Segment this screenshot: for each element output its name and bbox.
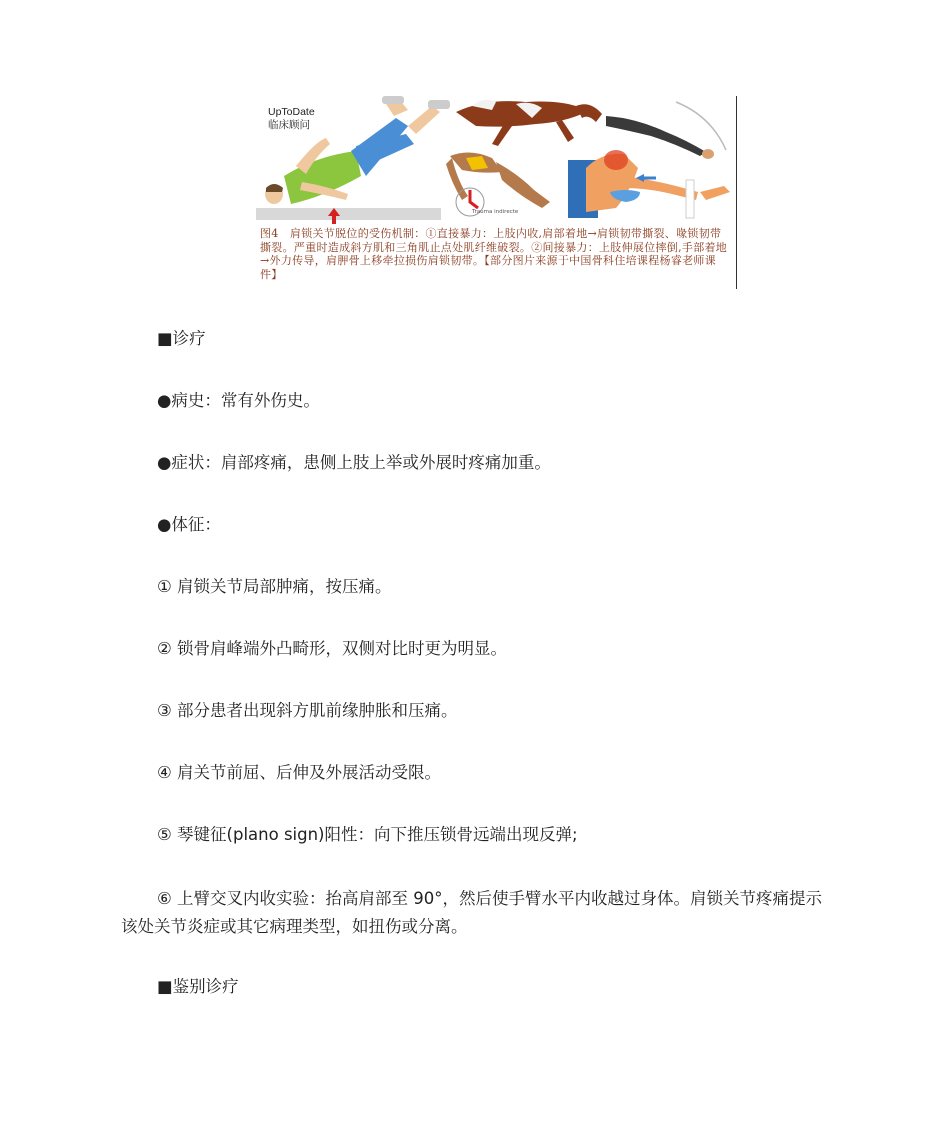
injury-illustration [256, 96, 736, 226]
sign-item-4: ④ 肩关节前屈、后伸及外展活动受限。 [157, 763, 442, 782]
injury-mechanism-figure [256, 96, 737, 289]
uptodate-brand [268, 106, 315, 132]
differential-heading: ■鉴别诊疗 [157, 977, 239, 996]
sign-item-1: ① 肩锁关节局部肿痛，按压痛。 [157, 577, 392, 596]
history-line: ●病史：常有外伤史。 [157, 391, 320, 410]
symptoms-line: ●症状：肩部疼痛，患侧上肢上举或外展时疼痛加重。 [157, 453, 551, 472]
sign-item-6: ⑥ 上臂交叉内收实验：抬高肩部至 90°，然后使手臂水平内收越过身体。肩锁关节疼痛提示该处关节炎症或其它病理类型，如扭伤或分离。 [121, 889, 823, 936]
trauma-label: Trauma indirecte [472, 209, 519, 215]
sign-item-2: ② 锁骨肩峰端外凸畸形，双侧对比时更为明显。 [157, 639, 508, 658]
sign-item-5: ⑤ 琴键征(plano sign)阳性：向下推压锁骨远端出现反弹; [157, 825, 578, 844]
brand-line-1: UpToDate [268, 106, 315, 118]
figure-caption: 图4 肩锁关节脱位的受伤机制：①直接暴力：上肢内收,肩部着地→肩锁韧带撕裂、喙锁韧带撕裂。严重时造成斜方肌和三角肌止点处肌纤维破裂。②间接暴力：上肢伸展位摔倒,手部着地→外力传导，肩胛骨上移牵拉损伤肩锁韧带。【部分图片来源于中国骨科住培课程杨睿老师课件】 [260, 227, 728, 281]
signs-heading: ●体征： [157, 515, 221, 534]
sign-item-3: ③ 部分患者出现斜方肌前缘肿胀和压痛。 [157, 701, 458, 720]
diagnosis-heading: ■诊疗 [157, 329, 206, 348]
brand-line-2: 临床顾问 [268, 119, 310, 131]
